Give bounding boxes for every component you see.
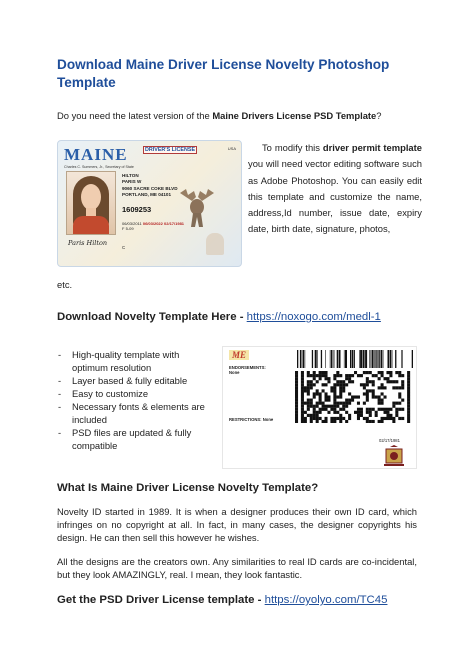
endorsements-value: None <box>229 370 240 375</box>
card-address-line1: 9060 SACRE COKE BLVD <box>122 186 178 191</box>
restrictions-label: RESTRICTIONS: <box>229 417 262 422</box>
list-item: - Easy to customize <box>58 387 208 400</box>
card-back-restrictions <box>229 417 273 422</box>
list-item: - Necessary fonts & elements are included <box>58 400 208 426</box>
intro-modify-paragraph <box>248 140 422 238</box>
card-license-number: 1609253 <box>122 205 152 214</box>
para1-rest: you will need vector editing software such as Adobe Photoshop. You can easily edit this template and customize the name, address,Id number, issue date, expiry date, birth date, signature, photos, <box>248 158 422 235</box>
section-download-heading <box>57 311 381 323</box>
card-dates <box>122 221 184 231</box>
list-item: - High-quality template with optimum resolution <box>58 348 208 374</box>
card-iss-date: 06/03/2011 <box>122 221 142 226</box>
card-name-last: HILTON <box>122 173 139 178</box>
para1-tail: etc. <box>57 279 73 290</box>
card-address-line2: PORTLAND, ME 04101 <box>122 192 172 197</box>
get-template-link[interactable]: https://oyolyo.com/TC45 <box>264 594 388 606</box>
card-state-name: MAINE <box>64 145 128 164</box>
card-country: USA <box>227 146 236 151</box>
license-card-back-image <box>222 346 417 469</box>
card-height: 5-09 <box>125 226 134 231</box>
section-download-text: Download Novelty Template Here - <box>57 311 247 323</box>
section-get-text: Get the PSD Driver License template - <box>57 594 265 606</box>
intro-text: Do you need the latest version of the <box>57 110 213 121</box>
card-exp-date: 06/03/2022 <box>142 221 163 226</box>
intro-end: ? <box>376 110 382 121</box>
card-ghost-photo <box>206 233 224 255</box>
state-seal-icon <box>382 445 406 467</box>
paragraph-designs: All the designs are the creators own. Any similarities to real ID cards are co-incidental, but they look AMAZINGLY, real. I mean, they look fantastic. <box>57 556 417 580</box>
pdf417-barcode-icon <box>295 371 413 423</box>
section-what-is-heading: What Is Maine Driver License Novelty Template? <box>57 482 319 494</box>
page-title: Download Maine Driver License Novelty Photoshop Template <box>57 57 390 90</box>
card-license-label: DRIVER'S LICENSE <box>144 147 196 153</box>
para1-bold: driver permit template <box>322 142 422 153</box>
card-dob: 02/17/1981 <box>164 221 185 226</box>
list-item: - PSD files are updated & fully compatible <box>58 426 208 452</box>
feature-list <box>58 348 208 452</box>
intro-paragraph <box>57 109 381 122</box>
para1-lead: To modify this <box>262 142 323 153</box>
barcode-icon <box>297 350 413 368</box>
restrictions-value: None <box>262 417 274 422</box>
card-name-first: PARIS W <box>122 179 142 184</box>
intro-bold: Maine Drivers License PSD Template <box>212 110 377 121</box>
card-signature: Paris Hilton <box>68 239 108 247</box>
card-photo <box>66 171 116 235</box>
card-class: C <box>122 245 126 250</box>
paragraph-history: Novelty ID started in 1989. It is when a designer produces their own ID card, which infringes on no copyright at all. In fact, in many cases, the designer copyrights his design. He can then sell this however he wishes. <box>57 506 417 543</box>
card-back-endorsements <box>229 365 266 375</box>
card-back-state: ME <box>229 350 249 360</box>
card-subline: Charles C. Summers, Jr., Secretary of State <box>64 165 134 169</box>
download-link[interactable]: https://noxogo.com/medl-1 <box>246 311 381 323</box>
list-item: - Layer based & fully editable <box>58 374 208 387</box>
license-card-front-image <box>57 140 242 267</box>
endorsements-label: ENDORSEMENTS: <box>229 365 266 370</box>
card-back-birthdate: 02/17/1981 <box>379 438 400 443</box>
card-sex: F <box>122 226 125 231</box>
section-get-heading <box>57 594 387 606</box>
